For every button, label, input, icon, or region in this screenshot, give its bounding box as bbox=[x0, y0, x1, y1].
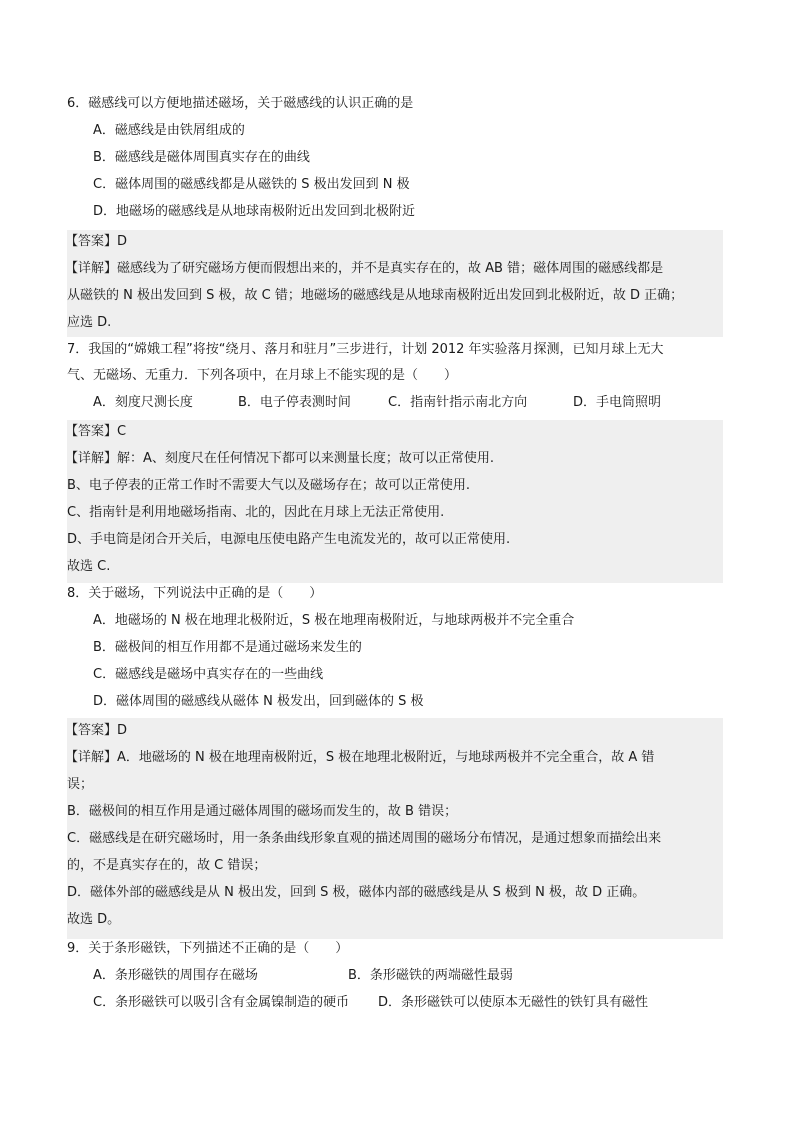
question-6-stem: 6．磁感线可以方便地描述磁场，关于磁感线的认识正确的是 bbox=[67, 96, 414, 111]
question-8-solution-block bbox=[67, 718, 723, 939]
question-8-explanation-line: 【详解】A．地磁场的 N 极在地理南极附近，S 极在地理北极附近，与地球两极并不完全重合，故 A 错 bbox=[65, 750, 655, 765]
question-7-stem-line: 气、无磁场、无重力．下列各项中，在月球上不能实现的是（ ） bbox=[67, 368, 458, 383]
question-6-explanation-line: 应选 D. bbox=[67, 315, 112, 330]
question-8-explanation-line: B．磁极间的相互作用是通过磁体周围的磁场而发生的，故 B 错误； bbox=[67, 804, 458, 819]
question-7-option-a: A．刻度尺测长度 bbox=[93, 395, 193, 410]
question-7-explanation-line: D、手电筒是闭合开关后，电源电压使电路产生电流发光的，故可以正常使用. bbox=[67, 532, 511, 547]
question-7-options-row bbox=[93, 393, 661, 415]
question-8-option-c: C．磁感线是磁场中真实存在的一些曲线 bbox=[93, 667, 324, 682]
question-7-option-d: D．手电筒照明 bbox=[573, 395, 662, 410]
question-7-explanation-line: 故选 C. bbox=[67, 559, 111, 574]
question-7-explanation-line: 【详解】解：A、刻度尺在任何情况下都可以来测量长度；故可以正常使用. bbox=[65, 451, 495, 466]
question-7-stem-line: 7．我国的“嫦娥工程”将按“绕月、落月和驻月”三步进行，计划 2012 年实验落月探测，已知月球上无大 bbox=[67, 342, 664, 357]
question-7-solution-block bbox=[67, 420, 723, 583]
question-9-option-b: B．条形磁铁的两端磁性最弱 bbox=[348, 968, 513, 983]
question-9-option-a: A．条形磁铁的周围存在磁场 bbox=[93, 968, 258, 983]
question-8-option-b: B．磁极间的相互作用都不是通过磁场来发生的 bbox=[93, 640, 362, 655]
question-8-answer: 【答案】D bbox=[65, 723, 128, 738]
question-6-answer: 【答案】D bbox=[65, 234, 128, 249]
question-8-explanation-line: 误； bbox=[67, 777, 94, 792]
question-8-option-d: D．磁体周围的磁感线从磁体 N 极发出，回到磁体的 S 极 bbox=[93, 694, 424, 709]
question-8-explanation-line: C．磁感线是在研究磁场时，用一条条曲线形象直观的描述周围的磁场分布情况，是通过想象而描绘出来 bbox=[67, 831, 662, 846]
question-6-option-b: B．磁感线是磁体周围真实存在的曲线 bbox=[93, 150, 310, 165]
question-7-explanation-line: B、电子停表的正常工作时不需要大气以及磁场存在；故可以正常使用. bbox=[67, 478, 471, 493]
question-7-option-c: C．指南针指示南北方向 bbox=[388, 395, 528, 410]
question-6-explanation-line: 【详解】磁感线为了研究磁场方便而假想出来的，并不是真实存在的，故 AB 错；磁体周围的磁感线都是 bbox=[65, 261, 664, 276]
question-9-options-row-1 bbox=[93, 966, 513, 988]
question-6-option-a: A．磁感线是由铁屑组成的 bbox=[93, 123, 245, 138]
question-8-explanation-line: D．磁体外部的磁感线是从 N 极出发，回到 S 极，磁体内部的磁感线是从 S 极到 N 极，故 D 正确。 bbox=[67, 885, 646, 900]
question-8-stem: 8．关于磁场，下列说法中正确的是（ ） bbox=[67, 586, 323, 601]
question-6-explanation-line: 从磁铁的 N 极出发回到 S 极，故 C 错；地磁场的磁感线是从地球南极附近出发回到北极附近，故 D 正确； bbox=[67, 288, 684, 303]
question-9-option-c: C．条形磁铁可以吸引含有金属镍制造的硬币 bbox=[93, 995, 350, 1010]
question-6-option-d: D．地磁场的磁感线是从地球南极附近出发回到北极附近 bbox=[93, 204, 416, 219]
question-9-stem: 9．关于条形磁铁，下列描述不正确的是（ ） bbox=[67, 941, 349, 956]
question-9-options-row-2 bbox=[93, 993, 648, 1015]
question-8-explanation-line: 的，不是真实存在的，故 C 错误； bbox=[67, 858, 267, 873]
question-9-option-d: D．条形磁铁可以使原本无磁性的铁钉具有磁性 bbox=[378, 995, 649, 1010]
question-7-answer: 【答案】C bbox=[65, 424, 127, 439]
question-6-solution-block bbox=[67, 230, 723, 337]
question-7-option-b: B．电子停表测时间 bbox=[238, 395, 351, 410]
question-8-option-a: A．地磁场的 N 极在地理北极附近，S 极在地理南极附近，与地球两极并不完全重合 bbox=[93, 613, 575, 628]
question-8-explanation-line: 故选 D。 bbox=[67, 912, 121, 927]
question-7-explanation-line: C、指南针是利用地磁场指南、北的，因此在月球上无法正常使用. bbox=[67, 505, 445, 520]
question-6-option-c: C．磁体周围的磁感线都是从磁铁的 S 极出发回到 N 极 bbox=[93, 177, 410, 192]
